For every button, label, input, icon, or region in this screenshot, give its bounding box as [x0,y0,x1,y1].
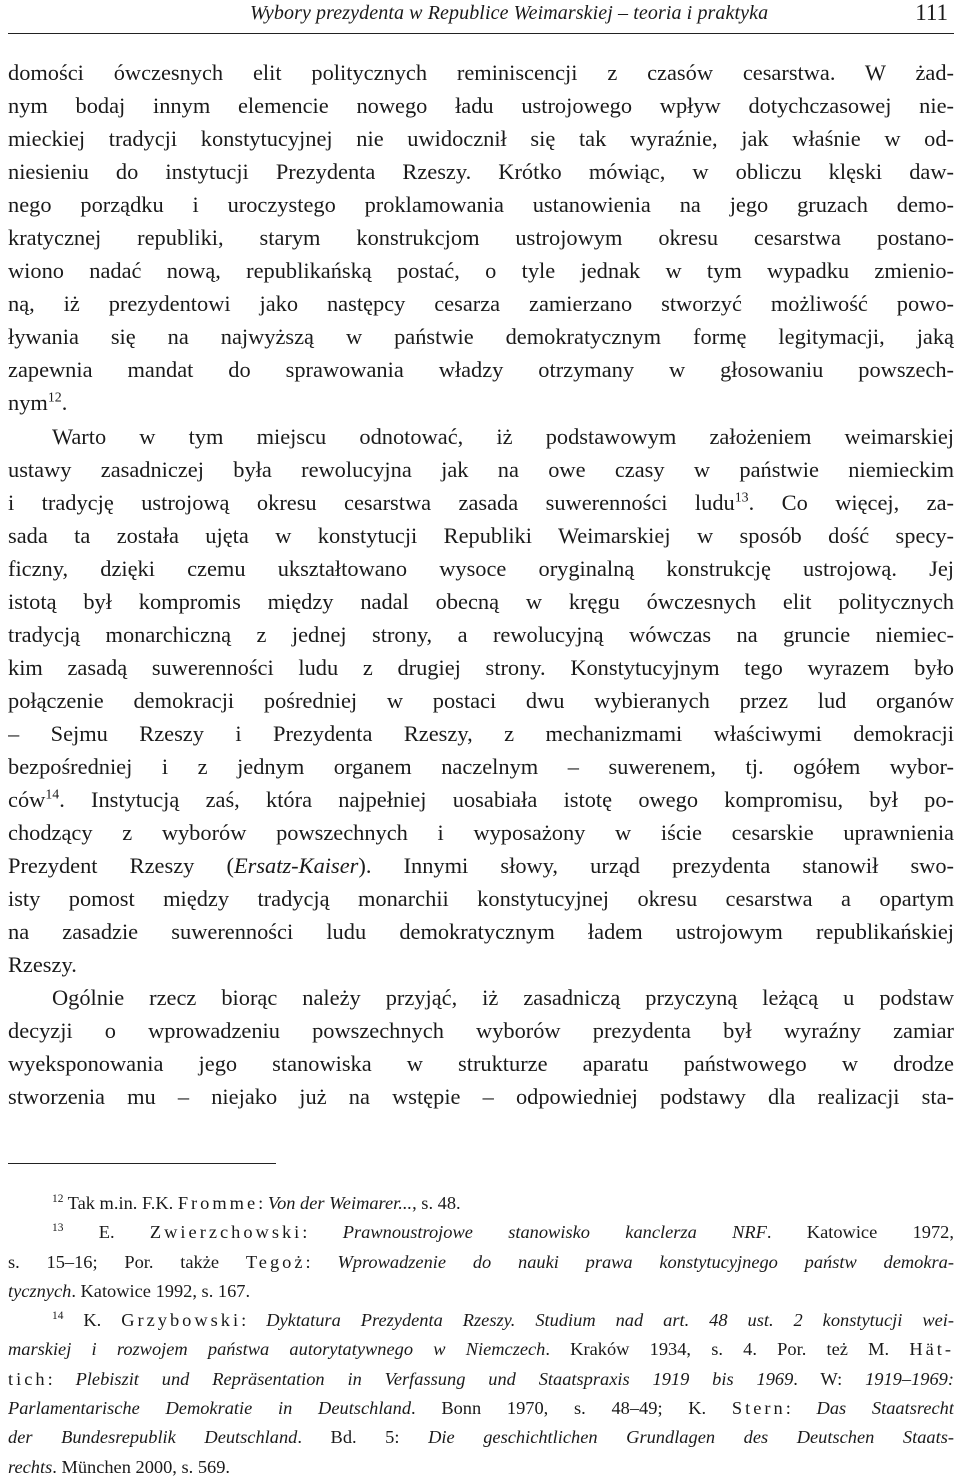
body-line: mieckiej tradycji konstytucyjnej nie uwidocznił się tak wyraźnie, jak właśnie w od- [8,126,954,152]
body-line: Warto w tym miejscu odnotować, iż podstawowym założeniem weimarskiej [52,423,954,449]
body-line: kratycznej republiki, starym konstrukcjom ustrojowym okresu cesarstwa postano- [8,225,954,251]
footnote-13: $^{13}$ E. Zwierzchowski: Prawnoustrojowe stanowisko kanclerza NRF. Katowice 1972, [52,1222,954,1243]
body-line: ustawy zasadniczej była rewolucyjna jak na owe czasy w państwie niemieckim [8,456,954,482]
body-text [8,56,954,1114]
body-line: domości ówczesnych elit politycznych reminiscencji z czasów cesarstwa. W żad- [8,60,954,85]
body-line: istotą był kompromis między nadal obecną w kręgu ówczesnych elit politycznych [8,588,954,614]
body-line: połączenie demokracji pośredniej w postaci dwu wybieranych przez lud organów [8,687,954,713]
running-title: Wybory prezydenta w Republice Weimarskiej – teoria i praktyka [250,2,769,24]
body-line: Rzeszy. [8,952,77,978]
body-line: stworzenia mu – niejako już na wstępie – odpowiedniej podstawy dla realizacji sta- [8,1084,954,1110]
body-line: tradycją monarchiczną z jednej strony, a rewolucyjną wówczas na gruncie niemiec- [8,621,954,647]
body-line: wyeksponowania jego stanowiska w strukturze aparatu państwowego w drodze [8,1051,954,1077]
body-line: nego porządku i uroczystego proklamowania ustanowienia na jego gruzach demo- [8,192,954,218]
body-line: niesieniu do instytucji Prezydenta Rzeszy. Krótko mówiąc, w obliczu klęski daw- [8,159,954,185]
body-line: nym$^{12}$. [8,390,68,416]
footnote-number: 14 [52,1310,64,1323]
body-line: nym bodaj innym elemencie nowego ładu ustrojowego wpływ dotychczasowej nie- [8,93,954,119]
footnote-ref-14[interactable]: 14 [45,787,60,803]
footnote-ref-13[interactable]: 13 [734,490,749,506]
body-line: kim zasadą suwerenności ludu z drugiej strony. Konstytucyjnym tego wyrazem było [8,654,954,680]
footnote-14-cont: rechts. München 2000, s. 569. [8,1456,231,1477]
footnote-14: $^{14}$ K. Grzybowski: Dyktatura Prezydenta Rzeszy. Studium nad art. 48 ust. 2 konstytucji wei- [52,1310,954,1331]
body-line: Prezydent Rzeszy (Ersatz-Kaiser). Innymi słowy, urząd prezydenta stanowił swo- [8,853,954,879]
header-rule [8,33,954,34]
body-line: zapewnia mandat do sprawowania władzy otrzymany w głosowaniu powszech- [8,357,954,383]
body-line: Ogólnie rzecz biorąc należy przyjąć, iż zasadniczą przyczyną leżącą u podstaw [52,985,954,1011]
body-line: wiono nadać nową, republikańską postać, o tyle jednak w tym wypadku zmienio- [8,258,954,284]
body-line: sada ta została ujęta w konstytucji Republiki Weimarskiej w sposób dość specy- [8,522,954,548]
footnote-13-cont: tycznych. Katowice 1992, s. 167. [8,1280,251,1301]
footnote-ref-12[interactable]: 12 [47,391,62,407]
body-line: ływania się na najwyższą w państwie demokratycznym formę legitymacji, jaką [8,324,954,350]
page-number: 111 [915,0,948,25]
footnote-12: $^{12}$ Tak m.in. F.K. Fromme: Von der Weimarer..., s. 48. [52,1193,461,1213]
body-line: decyzji o wprowadzeniu powszechnych wyborów prezydenta był wyraźny zamiar [8,1018,954,1044]
body-line: ną, iż prezydentowi jako następcy cesarza zamierzano stworzyć możliwość powo- [8,291,954,317]
body-line: – Sejmu Rzeszy i Prezydenta Rzeszy, z mechanizmami właściwymi demokracji [8,720,954,746]
body-line: isty pomost między tradycją monarchii konstytucyjnej okresu cesarstwa a opartym [8,886,954,912]
footnote-14-cont: tich: Plebiszit und Repräsentation in Verfassung und Staatspraxis 1919 bis 1969. W: 1919–1969: [8,1368,954,1389]
running-header [8,0,954,34]
body-line: chodzący z wyborów powszechnych i wyposażony w iście cesarskie uprawnienia [8,820,954,846]
footnote-13-cont: s. 15–16; Por. także Tegoż: Wprowadzenie do nauki prawa konstytucyjnego państw demokra- [8,1251,954,1272]
footnotes [8,1189,954,1482]
body-line: i tradycję ustrojową okresu cesarstwa zasada suwerenności ludu$^{13}$. Co więcej, za- [8,489,954,515]
body-line: ficzny, dzięki czemu ukształtowano wysoce oryginalną konstrukcję ustrojową. Jej [8,555,954,581]
body-line: ców$^{14}$. Instytucją zaś, która najpełniej uosabiała istotę owego kompromisu, był po- [8,787,954,813]
footnote-number: 12 [52,1193,64,1206]
footnote-14-cont: marskiej i rozwojem państwa autorytatywnego w Niemczech. Kraków 1934, s. 4. Por. też M. Hät- [8,1339,954,1360]
footnote-number: 13 [52,1222,64,1235]
footnote-separator [8,1163,276,1164]
body-line: bezpośredniej i z jednym organem naczelnym – suwerenem, tj. ogółem wybor- [8,753,954,779]
footnote-14-cont: der Bundesrepublik Deutschland. Bd. 5: Die geschichtlichen Grundlagen des Deutschen Staats- [8,1427,954,1448]
footnote-14-cont: Parlamentarische Demokratie in Deutschland. Bonn 1970, s. 48–49; K. Stern: Das Staatsrecht [8,1398,954,1419]
body-line: na zasadzie suwerenności ludu demokratycznym ładem ustrojowym republikańskiej [8,919,954,945]
